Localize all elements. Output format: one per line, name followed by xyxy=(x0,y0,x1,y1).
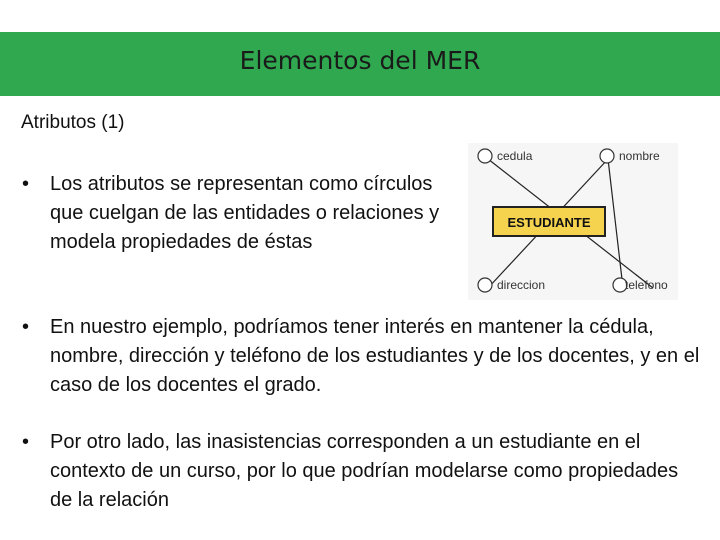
attribute-circle-direccion xyxy=(478,278,492,292)
bullet-text: En nuestro ejemplo, podríamos tener interés en mantener la cédula, nombre, dirección y teléfono de los estudiantes y de los docentes, y en el caso de los docentes el grado. xyxy=(50,316,700,396)
entity-label: ESTUDIANTE xyxy=(507,215,591,230)
attribute-label-cedula: cedula xyxy=(497,149,533,163)
slide-subtitle: Atributos (1) xyxy=(21,112,125,133)
bullet-marker: • xyxy=(22,173,30,195)
bullet-marker: • xyxy=(22,316,30,338)
attribute-circle-cedula xyxy=(478,149,492,163)
attribute-label-telefono: telefono xyxy=(625,278,668,292)
bullet-item xyxy=(22,313,702,400)
attribute-label-nombre: nombre xyxy=(619,149,660,163)
attribute-circle-nombre xyxy=(600,149,614,163)
bullet-item xyxy=(22,428,702,515)
slide-title: Elementos del MER xyxy=(239,46,481,75)
bullet-marker: • xyxy=(22,431,30,453)
er-diagram xyxy=(468,143,678,300)
bullet-text: Los atributos se representan como círculos que cuelgan de las entidades o relaciones y modela propiedades de éstas xyxy=(50,173,440,253)
attribute-label-direccion: direccion xyxy=(497,278,546,292)
title-bar xyxy=(0,32,720,96)
bullet-text: Por otro lado, las inasistencias corresponden a un estudiante en el contexto de un curso, por lo que podrían modelarse como propiedades de la relación xyxy=(50,431,679,511)
bullet-item xyxy=(22,170,442,257)
